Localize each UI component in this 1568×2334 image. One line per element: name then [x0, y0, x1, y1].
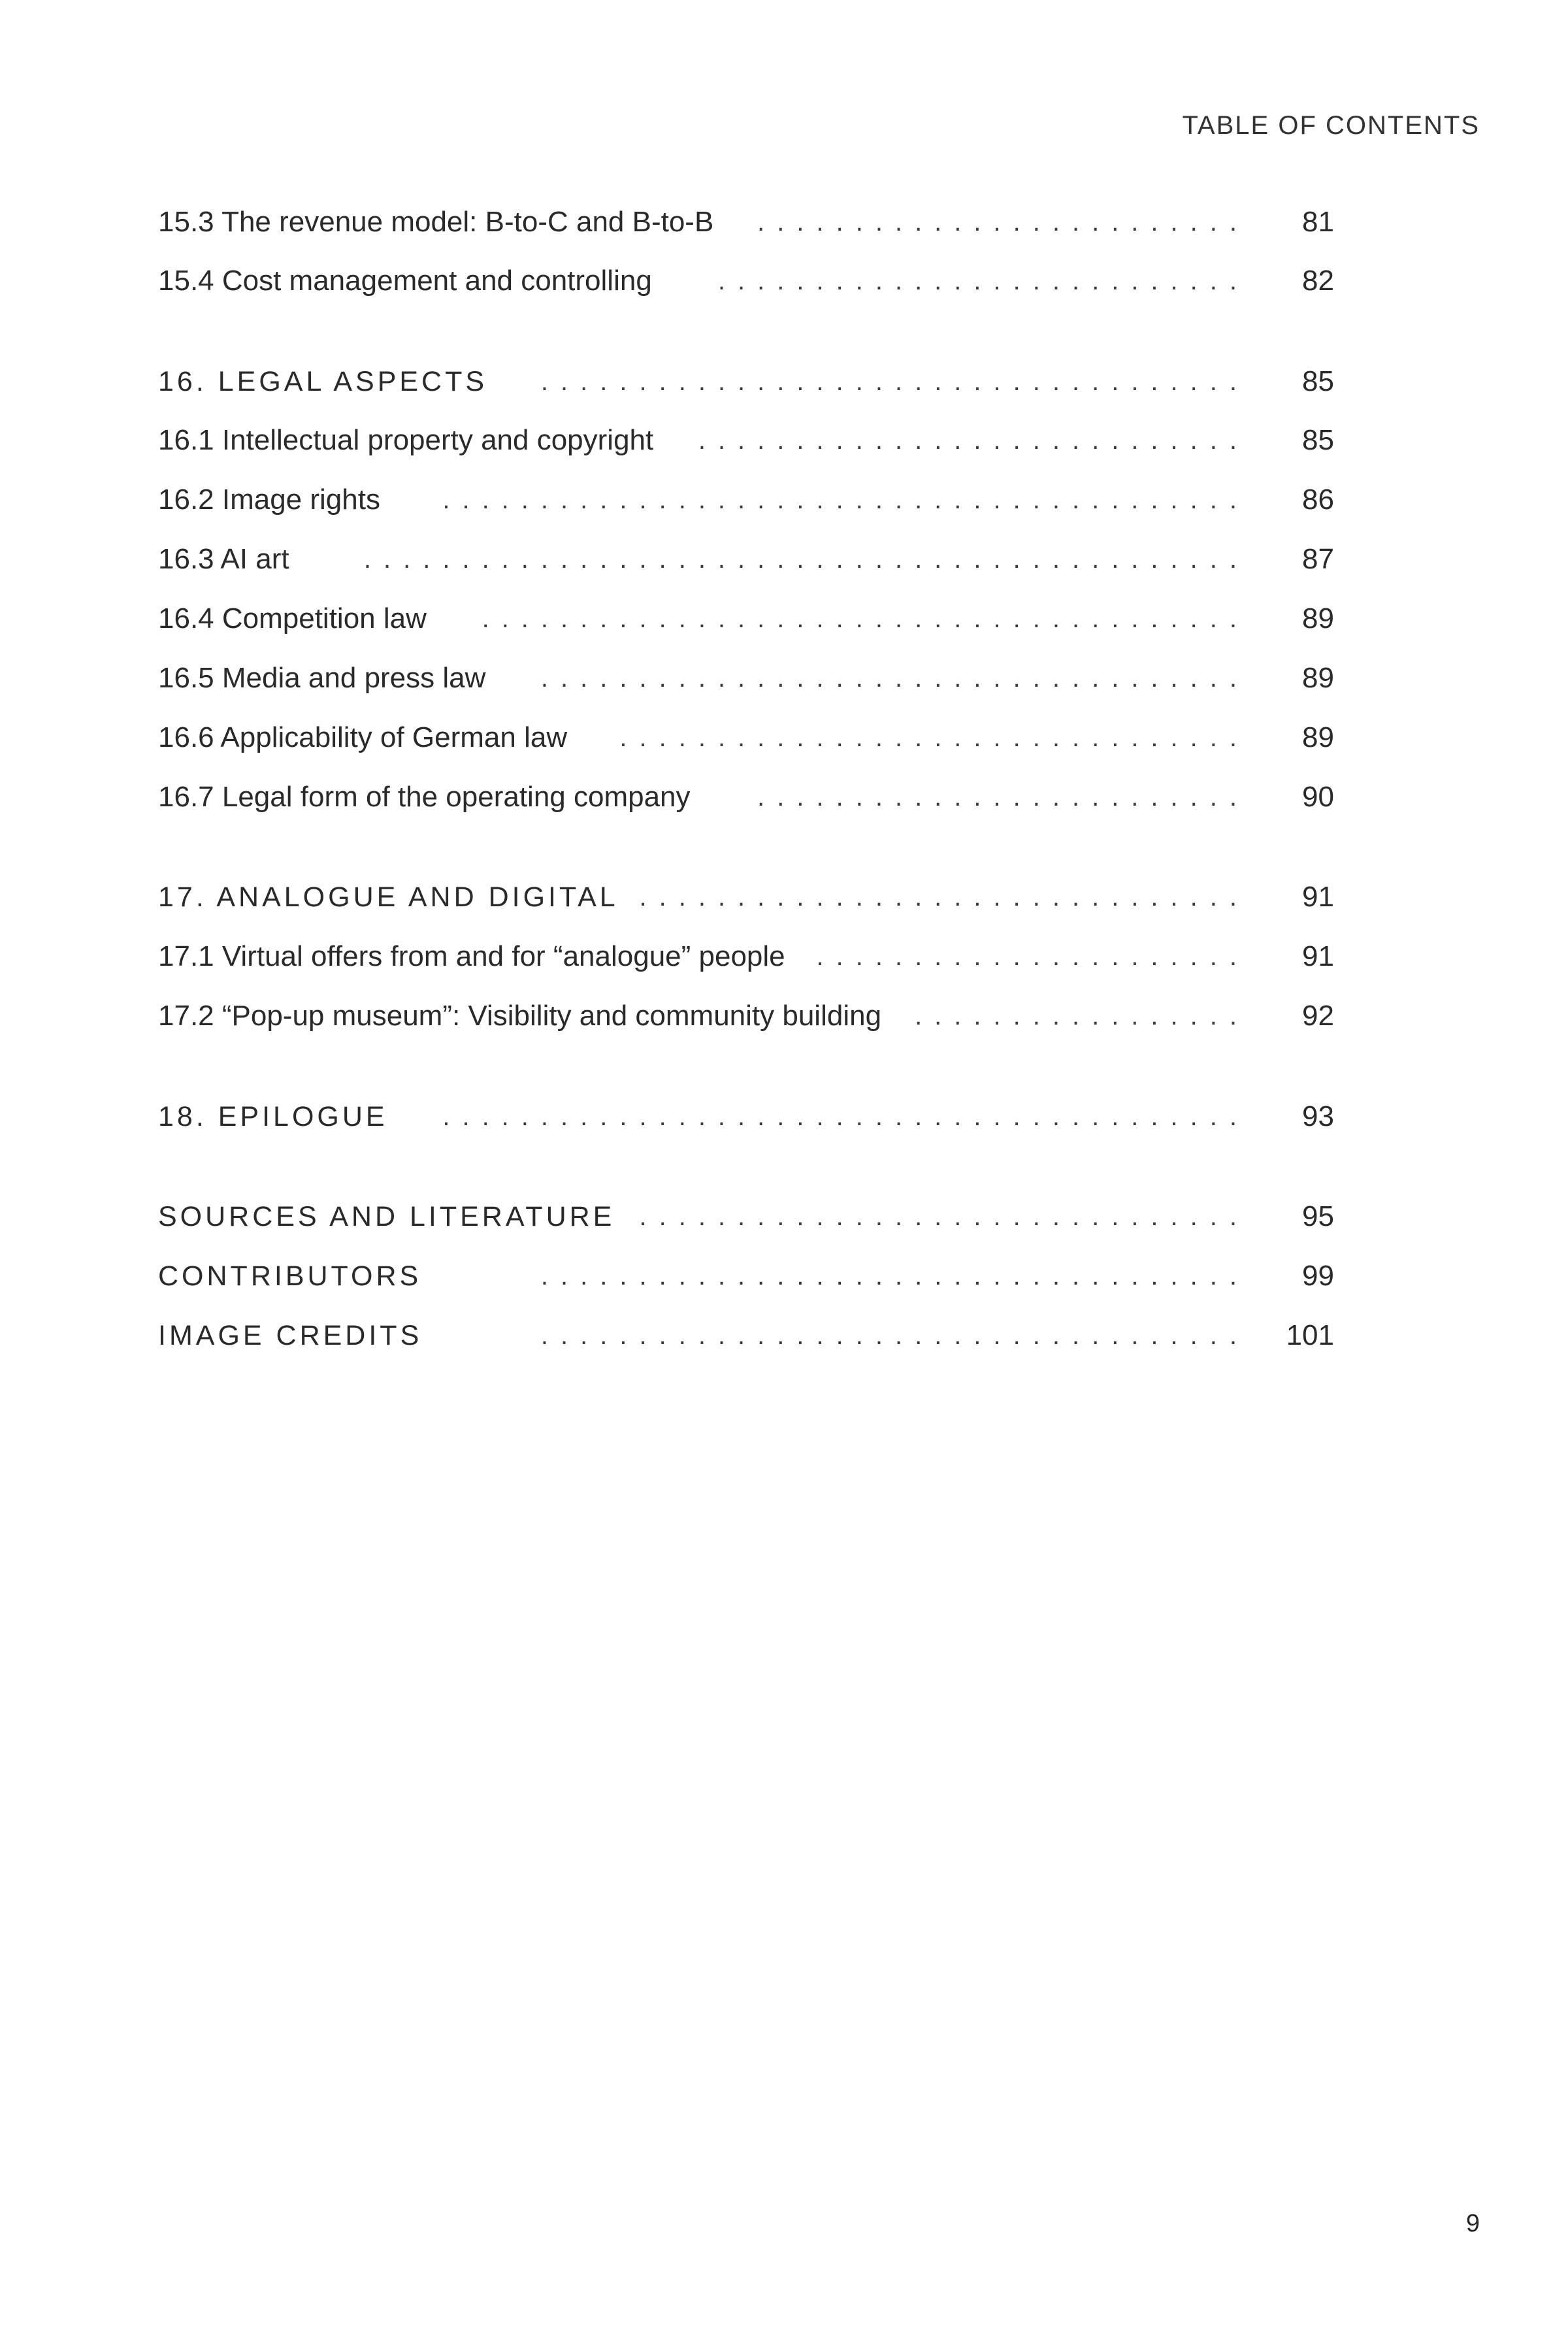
- toc-entry-title: 17. ANALOGUE AND DIGITAL: [158, 881, 619, 913]
- toc-entry-page: 91: [1302, 881, 1334, 913]
- table-of-contents: [158, 0, 1334, 2334]
- dot-leader: .........................................: [442, 1102, 1249, 1131]
- dot-leader: ....................................: [540, 367, 1249, 396]
- toc-entry-title: 16.2 Image rights: [158, 484, 380, 516]
- dot-leader: ....................................: [540, 664, 1249, 693]
- toc-entry-page: 85: [1302, 365, 1334, 397]
- toc-entry-title: 15.3 The revenue model: B-to-C and B-to-B: [158, 206, 714, 238]
- toc-entry-page: 101: [1286, 1319, 1334, 1351]
- toc-entry[interactable]: [158, 477, 1334, 523]
- toc-entry-page: 93: [1302, 1100, 1334, 1132]
- dot-leader: .................: [915, 1002, 1249, 1030]
- toc-entry-title: 16.7 Legal form of the operating company: [158, 781, 691, 813]
- toc-entry-title: 16.3 AI art: [158, 543, 289, 575]
- toc-entry[interactable]: [158, 258, 1334, 304]
- dot-leader: ....................................: [540, 1262, 1249, 1290]
- toc-entry[interactable]: [158, 715, 1334, 761]
- dot-leader: .............................................: [363, 545, 1249, 574]
- toc-chapter-entry[interactable]: [158, 1094, 1334, 1140]
- toc-entry[interactable]: [158, 774, 1334, 820]
- toc-entry[interactable]: [158, 1253, 1334, 1299]
- dot-leader: .........................: [757, 208, 1249, 237]
- toc-entry-page: 90: [1302, 781, 1334, 813]
- toc-entry[interactable]: [158, 655, 1334, 701]
- toc-entry[interactable]: [158, 418, 1334, 463]
- toc-entry-title: 17.1 Virtual offers from and for “analogue” people: [158, 940, 785, 972]
- toc-entry-page: 95: [1302, 1200, 1334, 1232]
- toc-entry[interactable]: [158, 993, 1334, 1039]
- toc-entry-page: 82: [1302, 265, 1334, 297]
- toc-entry[interactable]: [158, 536, 1334, 582]
- toc-entry-title: IMAGE CREDITS: [158, 1320, 423, 1351]
- toc-chapter-entry[interactable]: [158, 874, 1334, 920]
- toc-entry-page: 99: [1302, 1260, 1334, 1292]
- toc-entry-page: 92: [1302, 1000, 1334, 1032]
- toc-entry-page: 91: [1302, 940, 1334, 972]
- toc-entry-title: 16.1 Intellectual property and copyright: [158, 424, 654, 456]
- dot-leader: ...............................: [639, 1202, 1249, 1231]
- toc-entry-page: 85: [1302, 424, 1334, 456]
- dot-leader: .........................: [757, 783, 1249, 812]
- toc-entry-title: 16. LEGAL ASPECTS: [158, 366, 488, 397]
- running-header: TABLE OF CONTENTS: [1182, 111, 1480, 140]
- dot-leader: ...........................: [717, 267, 1249, 295]
- toc-entry-title: CONTRIBUTORS: [158, 1260, 422, 1292]
- toc-entry-page: 87: [1302, 543, 1334, 575]
- toc-entry-title: SOURCES AND LITERATURE: [158, 1201, 615, 1232]
- toc-entry-title: 15.4 Cost management and controlling: [158, 265, 652, 297]
- toc-entry[interactable]: [158, 199, 1334, 245]
- dot-leader: ....................................: [540, 1321, 1249, 1350]
- dot-leader: ............................: [698, 426, 1249, 455]
- toc-entry-page: 89: [1302, 662, 1334, 694]
- toc-entry-page: 89: [1302, 721, 1334, 753]
- toc-entry[interactable]: [158, 596, 1334, 642]
- toc-entry-title: 16.4 Competition law: [158, 602, 427, 634]
- toc-chapter-entry[interactable]: [158, 359, 1334, 404]
- dot-leader: ...............................: [639, 883, 1249, 912]
- toc-entry-title: 17.2 “Pop-up museum”: Visibility and community building: [158, 1000, 882, 1032]
- toc-entry-page: 81: [1302, 206, 1334, 238]
- dot-leader: .......................................: [482, 604, 1249, 633]
- toc-entry-title: 16.6 Applicability of German law: [158, 721, 568, 753]
- page-number: 9: [1465, 2210, 1480, 2237]
- toc-entry-page: 86: [1302, 484, 1334, 516]
- toc-entry[interactable]: [158, 934, 1334, 979]
- dot-leader: ................................: [619, 723, 1249, 752]
- toc-entry[interactable]: [158, 1194, 1334, 1240]
- dot-leader: .........................................: [442, 485, 1249, 514]
- toc-entry[interactable]: [158, 1313, 1334, 1358]
- dot-leader: ......................: [816, 942, 1249, 971]
- toc-entry-title: 18. EPILOGUE: [158, 1101, 388, 1132]
- toc-entry-page: 89: [1302, 602, 1334, 634]
- toc-entry-title: 16.5 Media and press law: [158, 662, 486, 694]
